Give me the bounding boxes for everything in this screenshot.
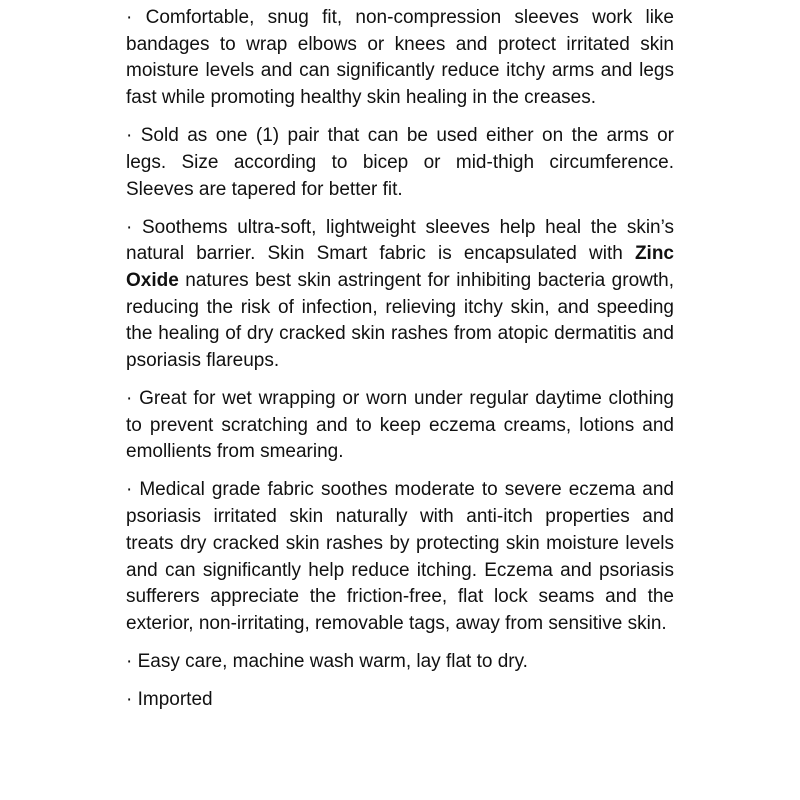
- product-description: [126, 5, 674, 725]
- bullet-fabric: [126, 215, 674, 375]
- bullet-sizing: · Sold as one (1) pair that can be used either on the arms or legs. Size according to bicep or mid-thigh circumference. Sleeves are tapered for better fit.: [126, 125, 674, 200]
- bullet-fit: · Comfortable, snug fit, non-compression sleeves work like bandages to wrap elbows or knees and protect irritated skin moisture levels and can significantly reduce itchy arms and legs fast while promoting healthy skin healing in the creases.: [126, 7, 674, 109]
- bullet-care: · Easy care, machine wash warm, lay flat to dry.: [126, 650, 528, 672]
- bullet-fabric-text-after: natures best skin astringent for inhibiting bacteria growth, reducing the risk of infection, relieving itchy skin, and speeding the healing of dry cracked skin rashes from atopic dermatitis and psoriasis flareups.: [126, 269, 674, 372]
- bullet-fabric-text-before: · Soothems ultra-soft, lightweight sleeves help heal the skin’s natural barrier. Skin Smart fabric is encapsulated with: [126, 216, 674, 265]
- bullet-imported: · Imported: [126, 688, 213, 710]
- zinc-oxide-highlight: Zinc Oxide: [126, 243, 674, 291]
- bullet-wet-wrapping: · Great for wet wrapping or worn under regular daytime clothing to prevent scratching and to keep eczema creams, lotions and emollients from smearing.: [126, 388, 674, 463]
- bullet-medical-grade: · Medical grade fabric soothes moderate to severe eczema and psoriasis irritated skin naturally with anti-itch properties and treats dry cracked skin rashes by protecting skin moisture levels and can significantly help reduce itching. Eczema and psoriasis sufferers appreciate the friction-free, flat lock seams and the exterior, non-irritating, removable tags, away from sensitive skin.: [126, 479, 674, 634]
